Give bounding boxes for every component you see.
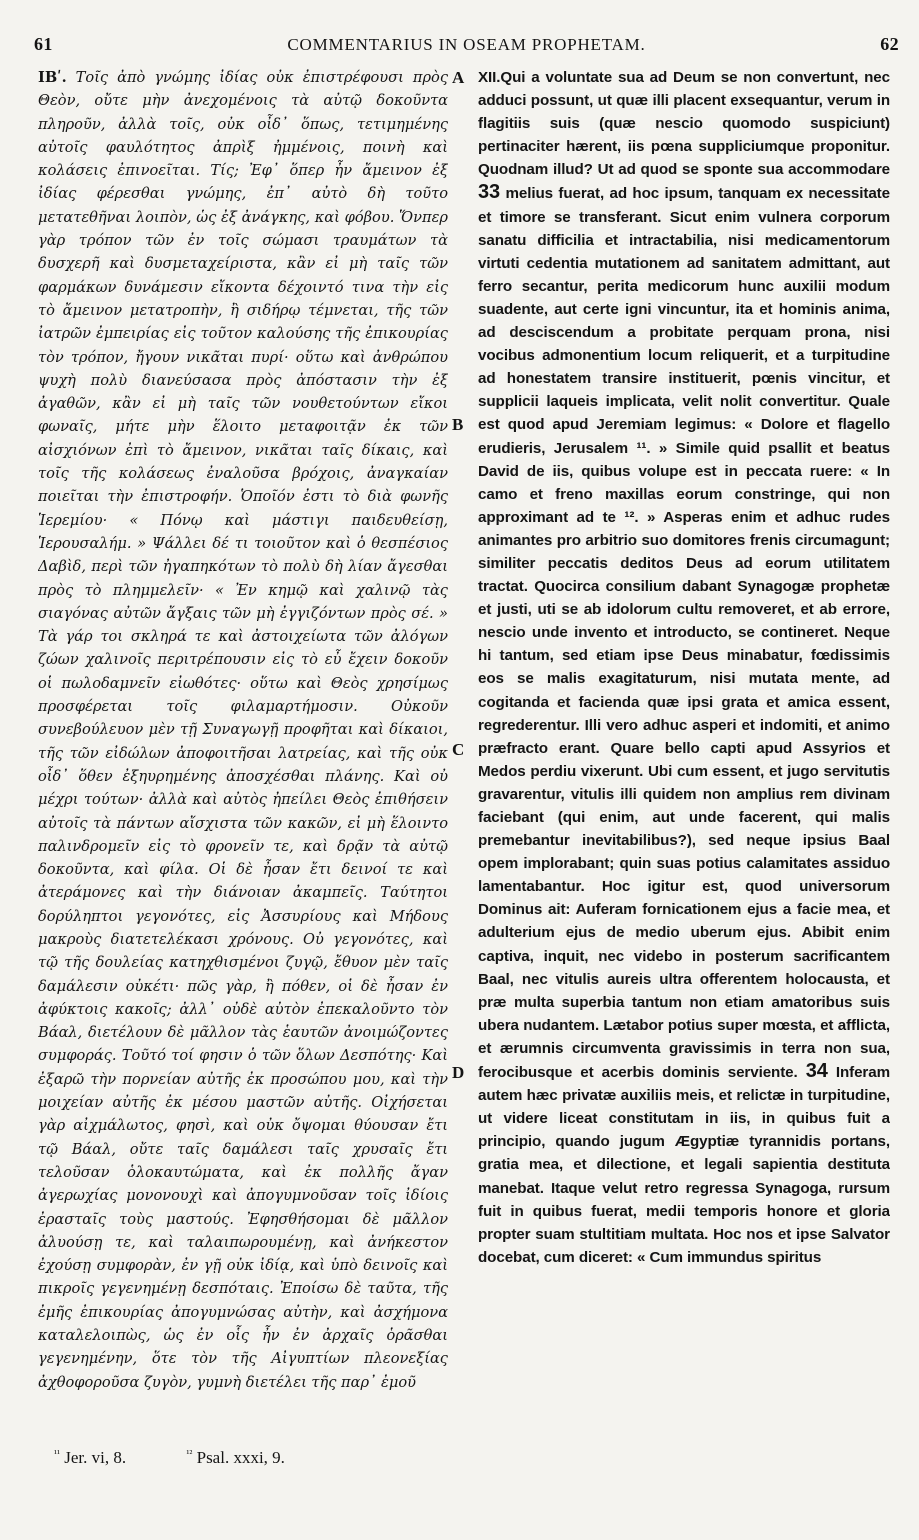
marginal-number-33: 33 bbox=[478, 181, 501, 204]
latin-paragraph bbox=[478, 66, 890, 1269]
greek-paragraph bbox=[38, 66, 448, 1394]
latin-text-1: Qui a voluntate sua ad Deum se non convertunt, nec adduci possunt, ut quæ illi placent exsequantur, verum in flagitiis suis (quæ nescio quomodo suspiciunt) pertinaciter hærent, iis pœna suppliciumque proponitur. Quodnam illud? Ut ad quod se sponte sua accommodare bbox=[478, 69, 890, 179]
latin-text-3: Inferam autem hæc privatæ auxiliis meis, et relictæ in turpitudine, ut videre liceat constitutam in iis, in quibus fuit a principio, quando jugum Ægyptiæ tyrannidis portans, gratia mea, et dilectione, et legali sapientia destituta manebat. Itaque velut retro regressa Synagoga, rursum fuit in quibus fuerat, medii temporis honore et gloria propter suam stultitiam multata. Hoc nos et ipse Salvator docebat, cum diceret: « Cum immundus spiritus bbox=[478, 1064, 890, 1266]
running-title: COMMENTARIUS IN OSEAM PROPHETAM. bbox=[287, 35, 646, 54]
footnote-11 bbox=[54, 1448, 154, 1467]
footnote-text: Jer. vi, 8. bbox=[64, 1448, 127, 1467]
greek-column bbox=[38, 66, 448, 1411]
footnotes bbox=[54, 1448, 654, 1468]
marginal-number-34: 34 bbox=[805, 1060, 828, 1083]
latin-text-2: melius fuerat, ad hoc ipsum, tanquam ex necessitate et timore se transferant. Sicut enim vulnera corporum sanatu difficilia et intractabilia, nisi medicamentorum virtuti cedentia mutationem ad sanitatem admittant, aut ferro secantur, perita medicorum hunc auxilii modum suadente, aut certe igni vincuntur, ita et hominis anima, ad desciscendum a probitate perquam prona, nisi vocibus admonentium locum reliquerit, et a turpitudine ad honestatem transire instituerit, pœnis vincitur, et supplicii laqueis implicata, velit nolit convertitur. Quale est quod apud Jeremiam legimus: « Dolore et flagello erudieris, Jerusalem ¹¹. » Simile quid psallit et beatus David de iis, quibus volupe est in peccata ruere: « In camo et freno maxillas eorum constringe, qui non approximant ad te ¹². » Asperas enim et adhuc rudes animantes pro arbitrio suo domitores frenis circumagunt; similiter peccatis deditos Deus ad eorum utilitatem tractat. Quocirca consilium dabant Synagogæ prophetæ et justi, uti se ab idolorum cultu removeret, et ab errore, nescio unde invento et introducto, se contineret. Neque hi tantum, sed etiam ipse Deus minabatur, fœdissimis eos se malis exagitaturum, nisi mutata mente, ad cogitanda et facienda quæ ipsi grata et amica essent, regrederentur. Illi vero adhuc asperi et indomiti, et animo præfracto erant. Quare bello capti apud Assyrios et Medos perdiu vixerunt. Ubi cum essent, et jugo servitutis gravarentur, vitulis illi quidem non amplius rem divinam faciebant (qui enim, aut unde facerent, qui malis premebantur inevitabilibus?), sed neque ipsius Baal opem implorabant; quin suas potius calamitates assiduo lamentabantur. Hoc igitur est, quod universorum Dominus ait: Auferam fornicationem ejus a facie mea, et adulterium ejus de medio uberum ejus. Abibit enim captiva, inquit, nec videbo in posterum sacrificantem Baal, nec vitulis aureis ultra offerentem holocausta, et præ multa superbia tantum non etiam amatoribus suis ubera nudantem. Lætabor potius super mœsta, et afflicta, et ærumnis circumventa gravissimis in terra non sua, ferocibusque et acerbis dominis serviente. bbox=[478, 185, 890, 1082]
margin-marker-c: C bbox=[452, 740, 465, 759]
latin-column bbox=[478, 66, 890, 1411]
greek-text: Τοῖς ἀπὸ γνώμης ἰδίας οὐκ ἐπιστρέφουσι πρὸς Θεὸν, οὔτε μὴν ἀνεχομένοις τὰ αὐτῷ δοκοῦντα πληροῦν, ἀλλὰ τοῖς, οὐκ οἶδ᾽ ὅπως, τετιμημένης αὐτοῖς φαυλότητος ἀπρὶξ ἠμμένοις, ποινὴ καὶ κολάσεις ἐπινοεῖται. Τίς; Ἐφ᾽ ὅπερ ἦν ἄμεινον ἐξ ἰδίας φέρεσθαι γνώμης, ἐπ᾽ αὐτὸ δὴ τοῦτο μετατεθῆναι λοιπὸν, ὡς ἐξ ἀνάγκης, καὶ φόβου. Ὅνπερ γὰρ τρόπον τῶν ἐν τοῖς σώμασι τραυμάτων τὰ δυσχερῆ καὶ δυσμεταχείριστα, κἂν εἰ μὴ ταῖς τῶν φαρμάκων δυνάμεσιν εἴκοντα δέχοιντό τινα τὴν εἰς τὸ ἄμεινον μετατροπὴν, ἢ σιδήρῳ τέμνεται, τῆς τῶν ἰατρῶν ἐμπειρίας εἰς τοῦτον καλούσης τῆς ἐπικουρίας τὸν τρόπον, ἤγουν νικᾶται πυρί· οὕτω καὶ ἀνθρώπου ψυχὴ πολὺ διανεύσασα πρὸς ἀπόστασιν τὴν ἐξ ἀγαθῶν, κἂν εἰ μὴ ταῖς τῶν νουθετούντων εἴκοι φωναῖς, μήτε μὴν ἕλοιτο μεταφοιτᾷν ἐκ τῶν αἰσχιόνων ἐπὶ τὸ ἄμεινον, νικᾶται ταῖς δίκαις, καὶ τοῖς τῆς κολάσεως ἐναλοῦσα βρόχοις, ἀναγκαίαν ποιεῖται τὴν ἐπιστροφήν. Ὁποῖόν ἐστι τὸ διὰ φωνῆς Ἱερεμίου· « Πόνῳ καὶ μάστιγι παιδευθείσῃ, Ἱερουσαλήμ. » Ψάλλει δέ τι τοιοῦτον καὶ ὁ θεσπέσιος Δαβὶδ, περὶ τῶν ἠγαπηκότων τὸ πολὺ δὴ λίαν ἄγεσθαι πρὸς τὸ πλημμελεῖν· « Ἐν κημῷ καὶ χαλινῷ τὰς σιαγόνας αὐτῶν ἄγξαις τῶν μὴ ἐγγιζόντων πρὸς σέ. » Τὰ γάρ τοι σκληρά τε καὶ ἀστοιχείωτα τῶν ἀλόγων ζώων χαλινοῖς περιτρέπουσιν εἰς τὸ εὖ ἔχειν δοκοῦν οἱ πωλοδαμνεῖν εἰωθότες· οὕτω καὶ Θεὸς χρησίμως προσφέρεται τοῖς φιλαμαρτήμοσιν. Οὐκοῦν συνεβούλευον μὲν τῇ Συναγωγῇ προφῆται καὶ δίκαιοι, τῆς τῶν εἰδώλων ἀποφοιτῆσαι λατρείας, καὶ τῆς οὐκ οἶδ᾽ ὅθεν ἐξηυρημένης ἀποσχέσθαι πλάνης. Καὶ οὐ μέχρι τούτων· ἀλλὰ καὶ αὐτὸς ἠπείλει Θεὸς ἐπιθήσειν αὐτοῖς τὰ πάντων αἴσχιστα τῶν κακῶν, εἰ μὴ ἕλοιντο παλινδρομεῖν εἰς τὸ φρονεῖν τε, καὶ δρᾷν τὰ αὐτῷ δοκοῦντα, καὶ φίλα. Οἱ δὲ ἦσαν ἔτι δεινοί τε καὶ ἀτεράμονες καὶ τὴν διάνοιαν ἀκαμπεῖς. Ταύτητοι δορύληπτοι γεγονότες, εἰς Ἀσσυρίους καὶ Μήδους μακροὺς διατετελέκασι χρόνους. Οὐ γεγονότες, καὶ τῷ τῆς δουλείας κατηχθισμένοι ζυγῷ, ἔθυον μὲν ταῖς δαμάλεσιν οὐκέτι· πῶς γὰρ, ἢ πόθεν, οἱ δὲ ἦσαν ἐν ἀφύκτοις κακοῖς; ἀλλ᾽ οὐδὲ αὐτὸν ἐπεκαλοῦντο τὸν Βάαλ, διετέλουν δὲ μᾶλλον τὰς ἑαυτῶν ἀνοιμώζοντες συμφοράς. Τοῦτό τοί φησιν ὁ τῶν ὅλων Δεσπότης· Καὶ ἐξαρῶ τὴν πορνείαν αὐτῆς ἐκ προσώπου μου, καὶ τὴν μοιχείαν αὐτῆς ἐκ μέσου μαστῶν αὐτῆς. Οἰχήσεται γὰρ αἰχμάλωτος, φησὶ, καὶ οὐκ ὄψομαι θύουσαν ἔτι τῷ Βάαλ, οὔτε ταῖς δαμάλεσι ταῖς χρυσαῖς ἔτι τελοῦσαν ὁλοκαυτώματα, καὶ ἐκ πολλῆς ἄγαν ἀγερωχίας μονονουχὶ καὶ ἀπογυμνοῦσαν τοῖς ἰδίοις ἐρασταῖς τοὺς μαστούς. Ἐφησθήσομαι δὲ μᾶλλον ἀλυούσῃ τε, καὶ ταλαιπωρουμένῃ, καὶ ἀνήκεστον ἐχούσῃ συμφορὰν, ἐν γῇ οὐκ ἰδίᾳ, καὶ ὑπὸ δεινοῖς καὶ πικροῖς γεγενημένῃ δεσπόταις. Ἐποίσω δὲ ταῦτα, τῆς ἐμῆς ἐπικουρίας ἀπογυμνώσας αὐτὴν, καὶ ἀσχήμονα καταλελοιπὼς, ὡς ἐν οἷς ἦν ἐν ἀρχαῖς ὁρᾶσθαι γεγενημένην, ὅτε τὸν τῆς Αἰγυπτίων πλεονεξίας ἀχθοφοροῦσα ζυγὸν, γυμνὴ διετέλει τῆς παρ᾽ ἐμοῦ bbox=[38, 69, 448, 1391]
greek-section-label: ΙΒʹ. bbox=[38, 69, 67, 86]
margin-marker-d: D bbox=[452, 1063, 465, 1082]
left-page-number: 61 bbox=[34, 34, 53, 54]
right-page-number: 62 bbox=[880, 34, 899, 54]
footnote-12 bbox=[186, 1448, 313, 1467]
running-header bbox=[34, 34, 899, 58]
margin-marker-b: B bbox=[452, 415, 464, 434]
latin-section-label: XII. bbox=[478, 69, 501, 86]
footnote-mark: ¹² bbox=[186, 1448, 193, 1460]
margin-marker-a: A bbox=[452, 68, 465, 87]
footnote-text: Psal. xxxi, 9. bbox=[196, 1448, 285, 1467]
footnote-mark: ¹¹ bbox=[54, 1448, 60, 1460]
